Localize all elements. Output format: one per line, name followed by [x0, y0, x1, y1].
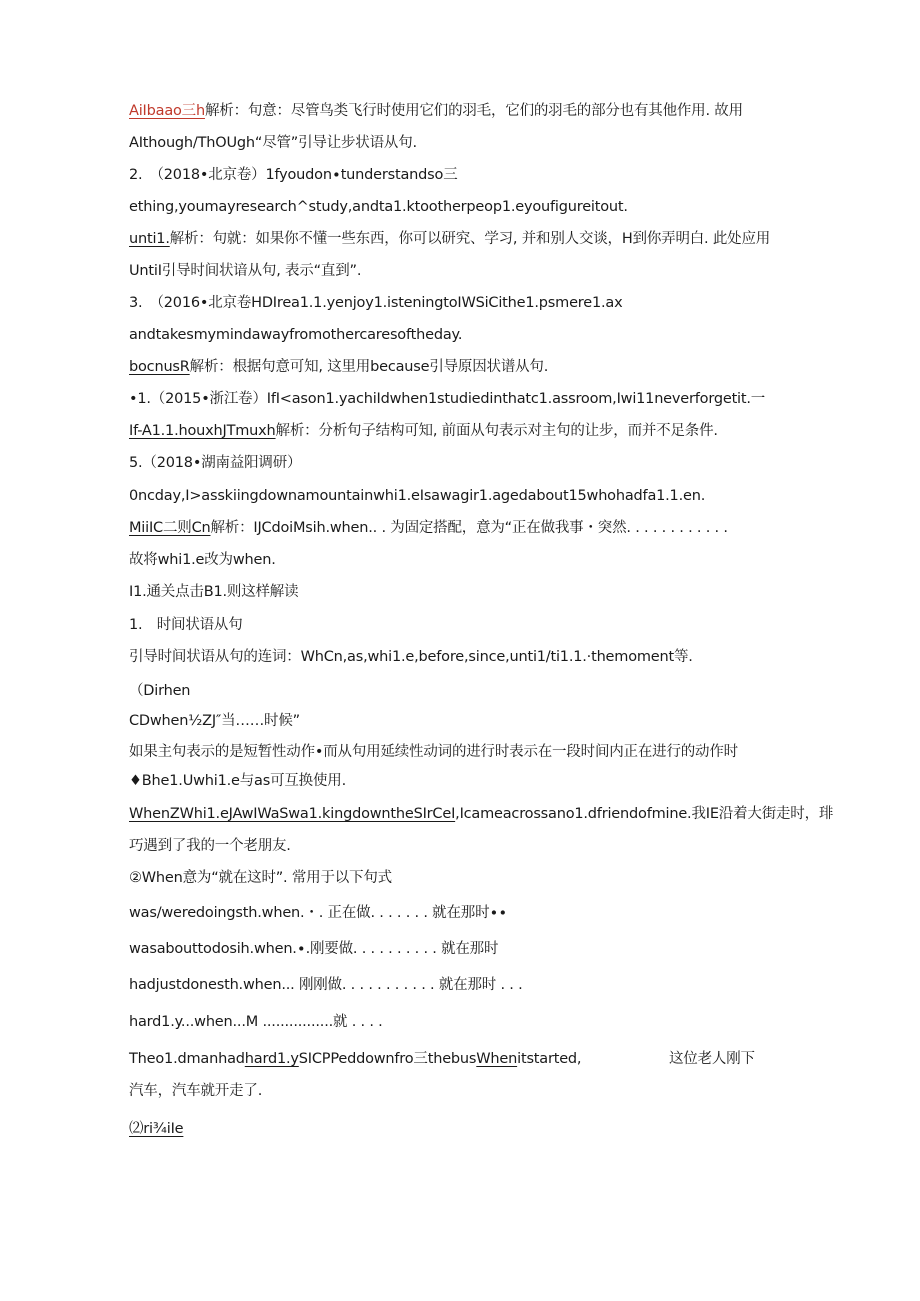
text-line — [129, 197, 628, 217]
line-text-segment: 解析：句意：尽管鸟类飞行时使用它们的羽毛，它们的羽毛的部分也有其他作用. 故用 — [204, 103, 743, 119]
text-line — [129, 939, 498, 959]
text-line — [129, 681, 190, 701]
text-line — [129, 293, 622, 313]
line-text: 0ncday,I>asskiingdownamountainwhi1.eIsawagir1.agedabout15whohadfa1.1.en. — [129, 488, 706, 504]
underlined-answer: MiiIC二则Cn — [129, 520, 211, 536]
line-text: 5.（2018•湖南益阳调研） — [129, 455, 302, 471]
underlined-answer: When — [476, 1051, 518, 1067]
line-text: wasabouttodosih.when.∙.刚要做. . . . . . . . . . 就在那时 — [129, 941, 499, 957]
text-line — [129, 453, 301, 473]
underlined-answer: hard1.y — [244, 1051, 299, 1067]
underlined-answer: ⑵ri¾iIe — [129, 1121, 184, 1137]
line-text: was/weredoingsth.when.・. 正在做. . . . . . . 就在那时∙∙ — [129, 905, 508, 921]
line-text: andtakesmymindawayfromothercaresoftheday. — [129, 327, 463, 343]
right-aligned-text: 这位老人刚下 — [669, 1051, 755, 1067]
text-line — [129, 1012, 383, 1032]
text-line — [129, 868, 392, 888]
underlined-answer: bocnusR — [129, 359, 190, 375]
text-line — [129, 975, 523, 995]
line-text: ♦Bhe1.Uwhi1.e与as可互换使用. — [129, 773, 346, 789]
text-line — [129, 1081, 262, 1101]
line-text: hadjustdonesth.when... 刚刚做. . . . . . . . . . . 就在那时 . . . — [129, 977, 523, 993]
line-text: AIthough/ThOUgh“尽管”引导让步状语从句. — [129, 135, 417, 151]
text-line — [129, 165, 458, 185]
text-line — [129, 804, 833, 824]
line-text: •1.（2015•浙江卷）IfI<ason1.yachiIdwhen1studiedinthatc1.assroom,Iwi11neverforgetit.一 — [129, 391, 766, 407]
line-text-segment: itstarted, — [517, 1051, 582, 1067]
text-line — [129, 582, 298, 602]
line-text: （Dirhen — [129, 683, 191, 699]
text-line — [129, 357, 548, 377]
line-text: 故将whi1.e改为when. — [129, 552, 276, 568]
text-line — [129, 647, 693, 667]
text-line — [129, 550, 276, 570]
text-line — [129, 771, 346, 791]
line-text: I1.通关点击B1.则这样解读 — [129, 584, 299, 600]
underlined-answer: If-A1.1.houxhJTmuxh — [129, 423, 276, 439]
underlined-answer: unti1. — [129, 231, 170, 247]
text-line — [129, 742, 738, 762]
line-text-segment: Theo1.dmanhad — [129, 1051, 245, 1067]
text-line — [129, 229, 770, 249]
text-line — [129, 1049, 581, 1069]
text-line — [129, 903, 507, 923]
underlined-answer: AiIbaao三h — [129, 103, 205, 119]
text-line — [129, 325, 462, 345]
line-text-segment: SICPPeddownfro三thebus — [298, 1051, 477, 1067]
line-text: UntiI引导时间状谙从句, 表示“直到”. — [129, 263, 362, 279]
line-text: CDwhen½ZJ″当……时候” — [129, 713, 300, 729]
text-line — [129, 261, 361, 281]
line-text: ething,youmayresearch^study,andta1.ktootherpeop1.eyoufigureitout. — [129, 199, 628, 215]
text-line — [129, 389, 765, 409]
underlined-answer: WhenZWhi1.eJAwIWaSwa1.kingdowntheSIrCeI — [129, 806, 456, 822]
line-text-segment: 解析：分析句子结构可知, 前面从句表示对主句的让步，而并不足条件. — [275, 423, 718, 439]
text-line — [129, 836, 291, 856]
text-line — [129, 486, 705, 506]
line-text: ②When意为“就在这时”. 常用于以下句式 — [129, 870, 392, 886]
line-text-segment: 解析：IJCdoiMsih.when.. . 为固定搭配，意为“正在做我事・突然. . . . . . . . . . . . — [210, 520, 728, 536]
line-text-segment: ,Icameacrossano1.dfriendofmine.我IE沿着大街走时，琲 — [455, 806, 834, 822]
text-line — [129, 133, 417, 153]
text-line — [129, 711, 300, 731]
text-line — [129, 518, 728, 538]
line-text: 汽车，汽车就开走了. — [129, 1083, 263, 1099]
line-text: 引导时间状语从句的连词：WhCn,as,whi1.e,before,since,unti1∕ti1.1.·themoment等. — [129, 649, 693, 665]
line-text: 3. （2016•北京卷HDIrea1.1.yenjoy1.isteningtoIWSiCithe1.psmere1.ax — [129, 295, 623, 311]
text-line — [129, 101, 743, 121]
line-text-segment: 解析：句就：如果你不懂一些东西，你可以研究、学习, 并和别人交谈，H到你弄明白. 此处应用 — [169, 231, 771, 247]
line-text: 2. （2018•北京卷）1fyoudon∙tunderstandso三 — [129, 167, 458, 183]
text-line — [129, 615, 243, 635]
line-text: 巧遇到了我的一个老朋友. — [129, 838, 291, 854]
line-text: 1. 时间状语从句 — [129, 617, 243, 633]
text-line — [129, 421, 718, 441]
text-line — [129, 1119, 183, 1139]
line-text: hard1.y...when...M ................就 . . . . — [129, 1014, 383, 1030]
line-text: 如果主句表示的是短暂性动作•而从句用延续性动词的进行时表示在一段时间内正在进行的动作时 — [129, 744, 738, 760]
line-text-segment: 解析：根据句意可知, 这里用because引导原因状谱从句. — [189, 359, 549, 375]
